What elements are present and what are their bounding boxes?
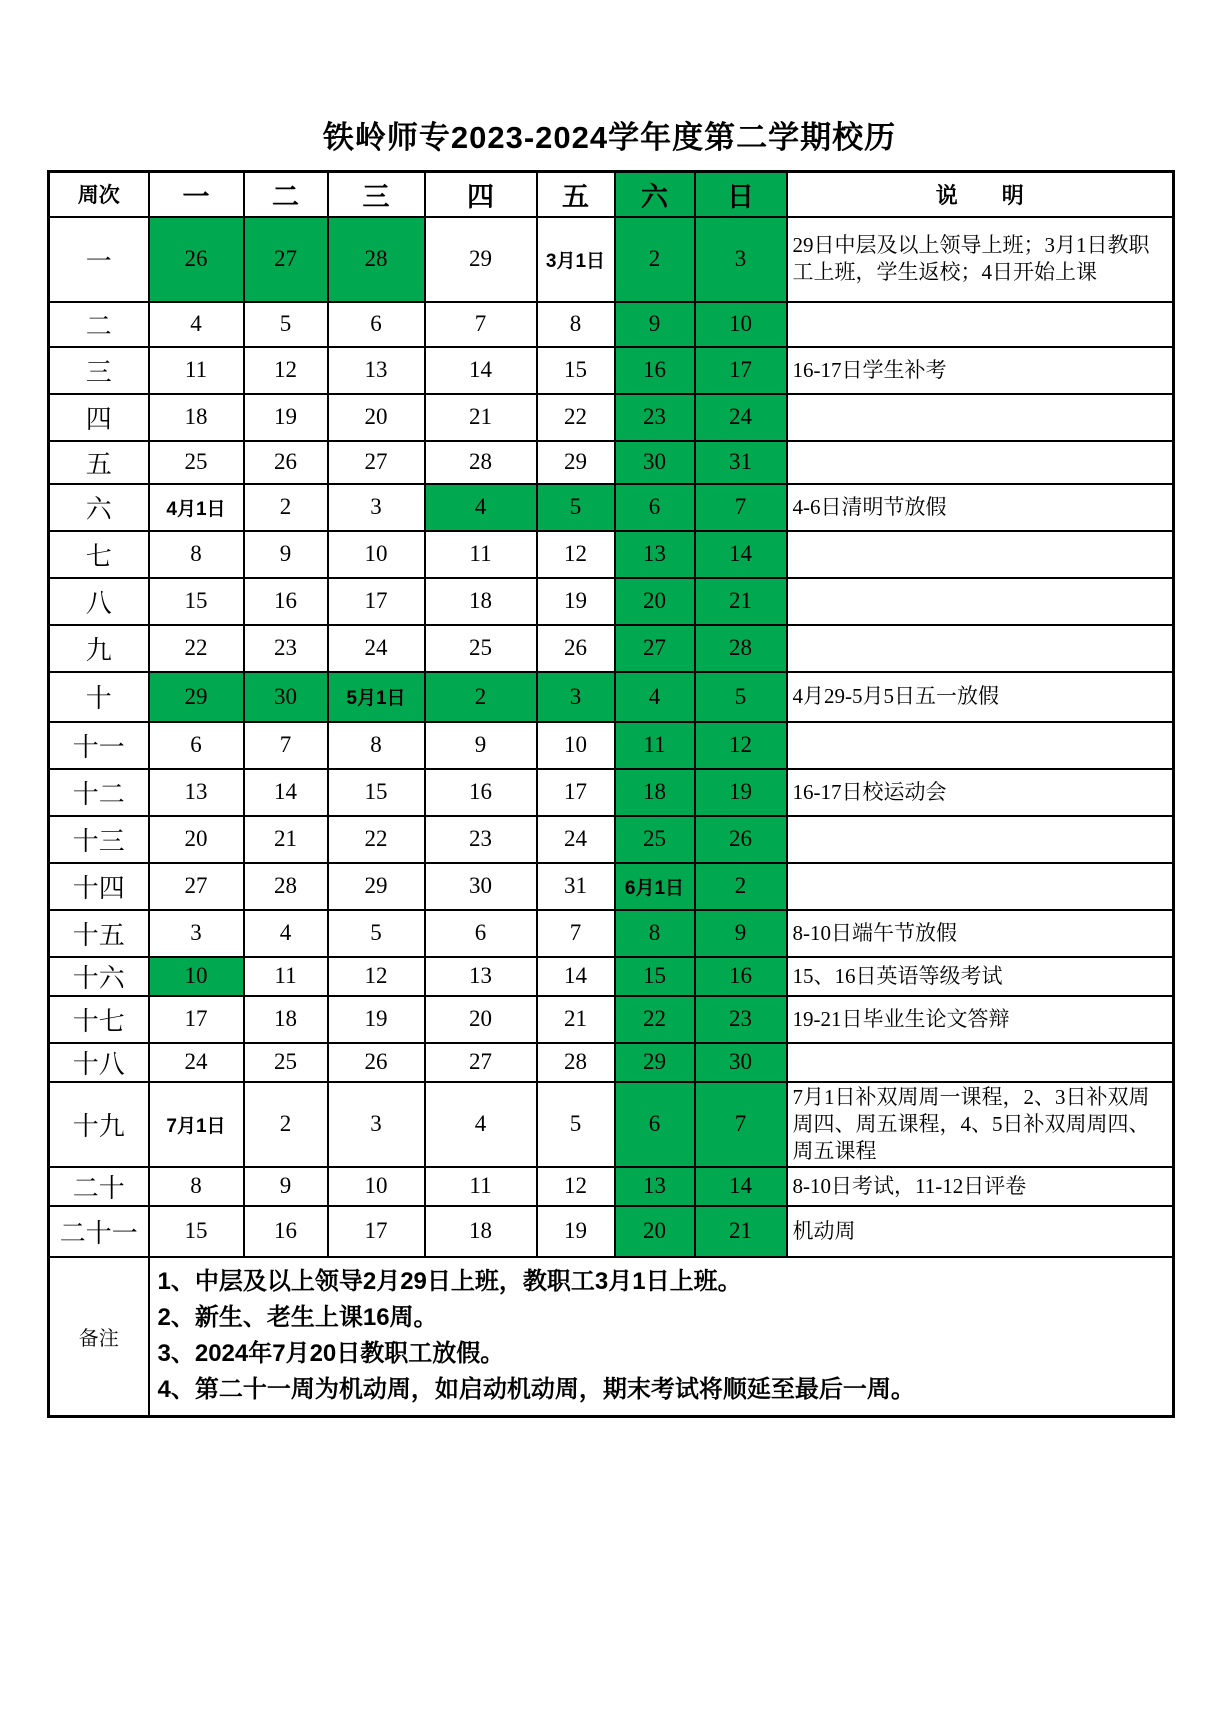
day-cell: 8	[537, 302, 615, 347]
note-cell	[787, 394, 1174, 441]
day-cell: 27	[149, 863, 244, 910]
day-cell: 23	[244, 625, 328, 672]
day-cell: 8	[149, 1167, 244, 1206]
week-row-15	[49, 910, 1174, 957]
day-cell: 27	[244, 217, 328, 302]
day-cell: 6	[615, 1082, 695, 1167]
day-cell: 6	[425, 910, 537, 957]
day-cell: 19	[244, 394, 328, 441]
day-cell: 7月1日	[149, 1082, 244, 1167]
note-cell	[787, 1043, 1174, 1082]
day-cell: 28	[328, 217, 425, 302]
day-cell: 12	[695, 722, 787, 769]
day-cell: 18	[149, 394, 244, 441]
day-cell: 31	[695, 441, 787, 484]
day-cell: 21	[695, 578, 787, 625]
day-cell: 19	[328, 996, 425, 1043]
week-label: 十五	[49, 910, 149, 957]
day-cell: 19	[537, 1206, 615, 1257]
day-cell: 20	[328, 394, 425, 441]
week-label: 九	[49, 625, 149, 672]
day-cell: 3	[328, 484, 425, 531]
note-cell	[787, 863, 1174, 910]
day-cell: 12	[244, 347, 328, 394]
day-cell: 4月1日	[149, 484, 244, 531]
note-cell: 4月29-5月5日五一放假	[787, 672, 1174, 722]
day-cell: 23	[425, 816, 537, 863]
note-cell	[787, 816, 1174, 863]
day-cell: 22	[615, 996, 695, 1043]
day-cell: 27	[328, 441, 425, 484]
day-cell: 9	[695, 910, 787, 957]
day-cell: 13	[615, 1167, 695, 1206]
day-cell: 5	[537, 1082, 615, 1167]
day-cell: 20	[615, 578, 695, 625]
day-cell: 14	[695, 531, 787, 578]
day-cell: 8	[149, 531, 244, 578]
remark-line: 1、中层及以上领导2月29日上班，教职工3月1日上班。	[157, 1268, 742, 1296]
day-cell: 24	[695, 394, 787, 441]
day-cell: 12	[328, 957, 425, 996]
week-label: 四	[49, 394, 149, 441]
day-cell: 20	[149, 816, 244, 863]
week-label: 十一	[49, 722, 149, 769]
note-cell: 8-10日端午节放假	[787, 910, 1174, 957]
week-label: 十九	[49, 1082, 149, 1167]
day-cell: 25	[244, 1043, 328, 1082]
day-cell: 15	[537, 347, 615, 394]
day-cell: 6	[328, 302, 425, 347]
day-cell: 10	[537, 722, 615, 769]
remark-line: 4、第二十一周为机动周，如启动机动周，期末考试将顺延至最后一周。	[157, 1376, 915, 1404]
page-title: 铁岭师专2023-2024学年度第二学期校历	[322, 120, 897, 155]
day-cell: 2	[244, 484, 328, 531]
day-cell: 3	[328, 1082, 425, 1167]
week-row-9	[49, 625, 1174, 672]
calendar-header	[49, 172, 1174, 217]
day-cell: 4	[149, 302, 244, 347]
day-cell: 26	[537, 625, 615, 672]
week-label: 十二	[49, 769, 149, 816]
week-label: 十三	[49, 816, 149, 863]
day-cell: 17	[149, 996, 244, 1043]
week-label: 十七	[49, 996, 149, 1043]
day-cell: 23	[615, 394, 695, 441]
day-cell: 29	[615, 1043, 695, 1082]
day-cell: 2	[695, 863, 787, 910]
week-row-1	[49, 217, 1174, 302]
day-cell: 18	[615, 769, 695, 816]
week-row-3	[49, 347, 1174, 394]
week-label: 二	[49, 302, 149, 347]
week-row-4	[49, 394, 1174, 441]
day-cell: 11	[244, 957, 328, 996]
remark-content	[149, 1257, 1174, 1417]
day-cell: 6	[615, 484, 695, 531]
note-cell: 机动周	[787, 1206, 1174, 1257]
week-row-12	[49, 769, 1174, 816]
day-cell: 5月1日	[328, 672, 425, 722]
day-cell: 24	[537, 816, 615, 863]
day-cell: 12	[537, 531, 615, 578]
day-cell: 7	[537, 910, 615, 957]
day-cell: 3	[149, 910, 244, 957]
day-col-header-5: 五	[537, 172, 615, 217]
day-cell: 10	[328, 1167, 425, 1206]
day-cell: 30	[425, 863, 537, 910]
week-row-8	[49, 578, 1174, 625]
day-cell: 21	[695, 1206, 787, 1257]
day-cell: 18	[425, 1206, 537, 1257]
note-cell: 4-6日清明节放假	[787, 484, 1174, 531]
note-cell: 29日中层及以上领导上班；3月1日教职工上班，学生返校；4日开始上课	[787, 217, 1174, 302]
remark-label: 备注	[49, 1257, 149, 1417]
day-cell: 22	[328, 816, 425, 863]
note-cell: 15、16日英语等级考试	[787, 957, 1174, 996]
day-cell: 5	[328, 910, 425, 957]
note-cell	[787, 441, 1174, 484]
day-cell: 9	[425, 722, 537, 769]
day-cell: 25	[149, 441, 244, 484]
day-cell: 8	[615, 910, 695, 957]
day-cell: 28	[425, 441, 537, 484]
day-cell: 30	[695, 1043, 787, 1082]
day-cell: 16	[244, 578, 328, 625]
day-cell: 23	[695, 996, 787, 1043]
note-cell: 7月1日补双周周一课程，2、3日补双周周四、周五课程，4、5日补双周周四、周五课程	[787, 1082, 1174, 1167]
week-row-11	[49, 722, 1174, 769]
day-cell: 11	[149, 347, 244, 394]
day-cell: 19	[695, 769, 787, 816]
day-cell: 22	[537, 394, 615, 441]
week-row-13	[49, 816, 1174, 863]
day-cell: 7	[244, 722, 328, 769]
day-cell: 15	[328, 769, 425, 816]
day-cell: 4	[244, 910, 328, 957]
day-col-header-1: 一	[149, 172, 244, 217]
note-cell: 8-10日考试，11-12日评卷	[787, 1167, 1174, 1206]
header-row	[49, 172, 1174, 217]
day-cell: 15	[149, 1206, 244, 1257]
note-cell	[787, 302, 1174, 347]
day-col-header-6: 六	[615, 172, 695, 217]
day-cell: 17	[695, 347, 787, 394]
day-cell: 8	[328, 722, 425, 769]
day-cell: 18	[425, 578, 537, 625]
week-row-16	[49, 957, 1174, 996]
week-row-6	[49, 484, 1174, 531]
week-label: 六	[49, 484, 149, 531]
note-cell	[787, 531, 1174, 578]
day-cell: 5	[537, 484, 615, 531]
day-cell: 29	[328, 863, 425, 910]
day-cell: 29	[149, 672, 244, 722]
week-row-21	[49, 1206, 1174, 1257]
week-row-7	[49, 531, 1174, 578]
day-col-header-7: 日	[695, 172, 787, 217]
week-row-5	[49, 441, 1174, 484]
day-cell: 13	[149, 769, 244, 816]
note-cell: 16-17日学生补考	[787, 347, 1174, 394]
week-row-17	[49, 996, 1174, 1043]
day-cell: 18	[244, 996, 328, 1043]
day-cell: 28	[695, 625, 787, 672]
day-cell: 2	[244, 1082, 328, 1167]
day-cell: 9	[244, 531, 328, 578]
day-cell: 4	[425, 1082, 537, 1167]
day-cell: 20	[615, 1206, 695, 1257]
day-cell: 2	[615, 217, 695, 302]
week-label: 三	[49, 347, 149, 394]
day-cell: 26	[149, 217, 244, 302]
day-cell: 20	[425, 996, 537, 1043]
week-row-19	[49, 1082, 1174, 1167]
day-cell: 29	[537, 441, 615, 484]
note-cell	[787, 578, 1174, 625]
day-cell: 19	[537, 578, 615, 625]
day-cell: 10	[695, 302, 787, 347]
day-cell: 28	[244, 863, 328, 910]
day-cell: 22	[149, 625, 244, 672]
day-cell: 30	[615, 441, 695, 484]
day-cell: 15	[149, 578, 244, 625]
remark-row	[49, 1257, 1174, 1417]
note-cell	[787, 722, 1174, 769]
week-label: 二十一	[49, 1206, 149, 1257]
day-cell: 13	[425, 957, 537, 996]
week-row-14	[49, 863, 1174, 910]
day-cell: 21	[537, 996, 615, 1043]
week-label: 五	[49, 441, 149, 484]
day-col-header-2: 二	[244, 172, 328, 217]
week-label: 十四	[49, 863, 149, 910]
day-cell: 7	[695, 1082, 787, 1167]
day-cell: 6月1日	[615, 863, 695, 910]
day-cell: 27	[425, 1043, 537, 1082]
week-row-20	[49, 1167, 1174, 1206]
day-cell: 25	[425, 625, 537, 672]
day-cell: 27	[615, 625, 695, 672]
day-cell: 13	[615, 531, 695, 578]
day-cell: 2	[425, 672, 537, 722]
week-col-header: 周次	[49, 172, 149, 217]
day-cell: 26	[328, 1043, 425, 1082]
day-cell: 7	[695, 484, 787, 531]
day-cell: 21	[244, 816, 328, 863]
day-cell: 3	[537, 672, 615, 722]
day-cell: 10	[149, 957, 244, 996]
day-cell: 9	[615, 302, 695, 347]
day-cell: 28	[537, 1043, 615, 1082]
note-cell: 19-21日毕业生论文答辩	[787, 996, 1174, 1043]
day-cell: 7	[425, 302, 537, 347]
day-cell: 4	[615, 672, 695, 722]
day-cell: 24	[149, 1043, 244, 1082]
day-cell: 17	[328, 1206, 425, 1257]
day-cell: 26	[244, 441, 328, 484]
day-cell: 5	[244, 302, 328, 347]
day-cell: 25	[615, 816, 695, 863]
day-cell: 16	[425, 769, 537, 816]
day-cell: 3	[695, 217, 787, 302]
day-cell: 26	[695, 816, 787, 863]
day-cell: 30	[244, 672, 328, 722]
day-cell: 21	[425, 394, 537, 441]
day-cell: 13	[328, 347, 425, 394]
note-cell	[787, 625, 1174, 672]
calendar-table	[47, 170, 1175, 1418]
week-label: 八	[49, 578, 149, 625]
week-label: 一	[49, 217, 149, 302]
day-cell: 11	[615, 722, 695, 769]
day-cell: 11	[425, 531, 537, 578]
day-col-header-4: 四	[425, 172, 537, 217]
day-cell: 14	[425, 347, 537, 394]
day-cell: 14	[537, 957, 615, 996]
note-cell: 16-17日校运动会	[787, 769, 1174, 816]
day-col-header-3: 三	[328, 172, 425, 217]
day-cell: 24	[328, 625, 425, 672]
week-label: 十六	[49, 957, 149, 996]
day-cell: 6	[149, 722, 244, 769]
day-cell: 14	[695, 1167, 787, 1206]
day-cell: 17	[537, 769, 615, 816]
week-row-18	[49, 1043, 1174, 1082]
day-cell: 16	[615, 347, 695, 394]
day-cell: 17	[328, 578, 425, 625]
day-cell: 16	[695, 957, 787, 996]
remark-line: 2、新生、老生上课16周。	[157, 1304, 438, 1332]
week-label: 十	[49, 672, 149, 722]
note-col-header: 说 明	[787, 172, 1174, 217]
day-cell: 4	[425, 484, 537, 531]
week-label: 七	[49, 531, 149, 578]
day-cell: 14	[244, 769, 328, 816]
day-cell: 10	[328, 531, 425, 578]
day-cell: 11	[425, 1167, 537, 1206]
week-label: 十八	[49, 1043, 149, 1082]
day-cell: 5	[695, 672, 787, 722]
week-label: 二十	[49, 1167, 149, 1206]
day-cell: 15	[615, 957, 695, 996]
week-row-10	[49, 672, 1174, 722]
calendar-body	[49, 217, 1174, 1417]
remark-line: 3、2024年7月20日教职工放假。	[157, 1340, 505, 1368]
week-row-2	[49, 302, 1174, 347]
day-cell: 9	[244, 1167, 328, 1206]
day-cell: 31	[537, 863, 615, 910]
day-cell: 3月1日	[537, 217, 615, 302]
day-cell: 16	[244, 1206, 328, 1257]
day-cell: 12	[537, 1167, 615, 1206]
day-cell: 29	[425, 217, 537, 302]
